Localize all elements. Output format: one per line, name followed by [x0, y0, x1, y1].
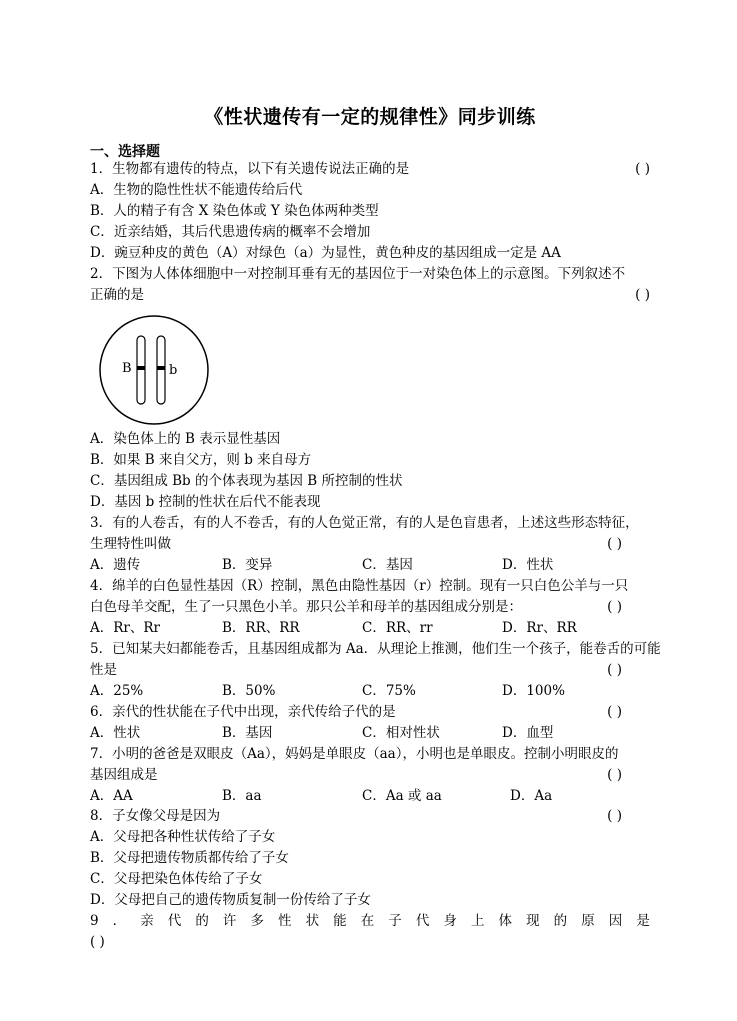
option-a: A．AA: [90, 788, 133, 804]
option-a: A．Rr、Rr: [90, 620, 160, 636]
question-8-option-c: C．父母把染色体传给了子女: [90, 871, 263, 887]
option-a: A．遗传: [90, 557, 141, 573]
question-4-stem-line1: 4．绵羊的白色显性基因（R）控制，黑色由隐性基因（r）控制。现有一只白色公羊与一只: [90, 578, 629, 594]
question-2-stem-line2: 正确的是 ( ): [90, 285, 650, 306]
option-c: C．Aa 或 aa: [362, 788, 442, 804]
question-2-option-b: B．如果 B 来自父方，则 b 来自母方: [90, 452, 312, 468]
option-c: C．相对性状: [362, 725, 440, 741]
question-3-stem-line1: 3．有的人卷舌，有的人不卷舌，有的人色觉正常，有的人是色盲患者，上述这些形态特征，: [90, 515, 639, 531]
question-9-blank: ( ): [90, 934, 105, 950]
gene-locus-left: [137, 366, 145, 370]
question-2-option-c: C．基因组成 Bb 的个体表现为基因 B 所控制的性状: [90, 473, 403, 489]
page-title: 《性状遗传有一定的规律性》同步训练: [204, 106, 536, 128]
question-1-option-d: D．豌豆种皮的黄色（A）对绿色（a）为显性，黄色种皮的基因组成一定是 AA: [90, 245, 561, 261]
question-5-stem-line1: 5．已知某夫妇都能卷舌，且基因组成都为 Aa．从理论上推测，他们生一个孩子，能卷舌的可能: [90, 641, 661, 657]
option-d: D．性状: [502, 557, 554, 573]
answer-blank: ( ): [635, 161, 650, 177]
question-6-stem: 6．亲代的性状能在子代中出现，亲代传给子代的是 ( ): [90, 702, 650, 723]
option-c: C．75%: [362, 683, 416, 699]
gene-label-B: B: [122, 361, 132, 376]
question-4-options: [90, 618, 650, 639]
answer-blank: ( ): [607, 599, 622, 615]
option-d: D．Aa: [510, 788, 553, 804]
option-d: D．100%: [502, 683, 565, 699]
question-1-option-c: C．近亲结婚，其后代患遗传病的概率不会增加: [90, 224, 371, 240]
answer-blank: ( ): [607, 767, 622, 783]
answer-blank: ( ): [607, 662, 622, 678]
question-8-stem: 8．子女像父母是因为 ( ): [90, 806, 650, 827]
question-9-stem: 9 ． 亲 代 的 许 多 性 状 能 在 子 代 身 上 体 现 的 原 因 是: [90, 913, 650, 929]
question-4-stem-line2: 白色母羊交配，生了一只黑色小羊。那只公羊和母羊的基因组成分别是： ( ): [90, 597, 650, 618]
option-a: A．性状: [90, 725, 141, 741]
question-8-option-b: B．父母把遗传物质都传给了子女: [90, 850, 289, 866]
option-b: B．aa: [222, 788, 262, 804]
question-7-options: [90, 786, 650, 807]
option-c: C．基因: [362, 557, 413, 573]
question-5-options: [90, 681, 650, 702]
option-c: C．RR、rr: [362, 620, 433, 636]
question-1-option-a: A．生物的隐性性状不能遗传给后代: [90, 182, 303, 198]
question-1-option-b: B．人的精子有含 X 染色体或 Y 染色体两种类型: [90, 203, 379, 219]
answer-blank: ( ): [607, 704, 622, 720]
option-b: B．基因: [222, 725, 273, 741]
question-5-stem-line2: 性是 ( ): [90, 660, 650, 681]
question-7-stem-line1: 7．小明的爸爸是双眼皮（Aa），妈妈是单眼皮（aa），小明也是单眼皮。控制小明眼皮的: [90, 746, 619, 762]
question-3-options: [90, 555, 650, 576]
question-6-options: [90, 723, 650, 744]
answer-blank: ( ): [607, 536, 622, 552]
cell-outline: [100, 316, 208, 424]
section-heading: 一、选择题: [90, 144, 160, 160]
question-7-stem-line2: 基因组成是 ( ): [90, 765, 650, 786]
option-b: B．变异: [222, 557, 273, 573]
option-d: D．Rr、RR: [502, 620, 577, 636]
gene-label-b: b: [169, 363, 178, 378]
option-b: B．50%: [222, 683, 276, 699]
question-2-stem-line1: 2．下图为人体体细胞中一对控制耳垂有无的基因位于一对染色体上的示意图。下列叙述不: [90, 266, 626, 282]
question-2-option-d: D．基因 b 控制的性状在后代不能表现: [90, 494, 321, 510]
gene-locus-right: [157, 366, 165, 370]
answer-blank: ( ): [635, 287, 650, 303]
chromosome-diagram: [96, 314, 212, 426]
question-3-stem-line2: 生理特性叫做 ( ): [90, 534, 650, 555]
answer-blank: ( ): [607, 808, 622, 824]
question-1-stem: 1．生物都有遗传的特点，以下有关遗传说法正确的是 ( ): [90, 159, 650, 180]
option-a: A．25%: [90, 683, 144, 699]
question-8-option-d: D．父母把自己的遗传物质复制一份传给了子女: [90, 892, 371, 908]
question-8-option-a: A．父母把各种性状传给了子女: [90, 829, 276, 845]
question-2-option-a: A．染色体上的 B 表示显性基因: [90, 431, 281, 447]
option-b: B．RR、RR: [222, 620, 300, 636]
option-d: D．血型: [502, 725, 554, 741]
